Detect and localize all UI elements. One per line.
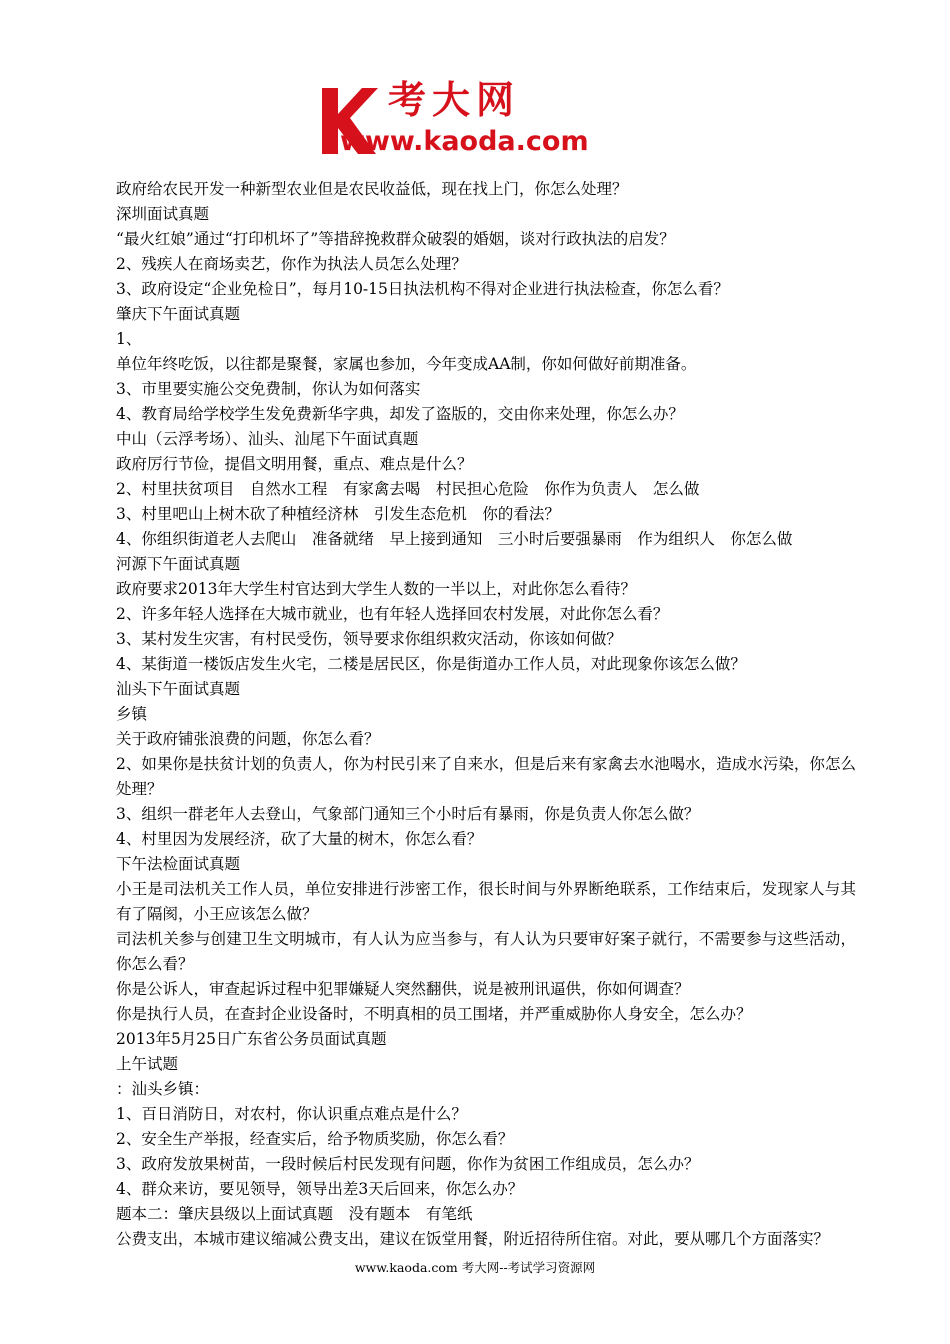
question-line: 3、某村发生灾害，有村民受伤，领导要求你组织救灾活动，你该如何做？ — [116, 630, 622, 648]
question-line: 关于政府铺张浪费的问题，你怎么看？ — [116, 730, 380, 748]
section-subheading: 上午试题 — [116, 1055, 179, 1073]
section-heading: 肇庆下午面试真题 — [116, 305, 241, 323]
question-line: 司法机关参与创建卫生文明城市，有人认为应当参与，有人认为只要审好案子就行，不需要参与这些活动，你怎么看？ — [116, 930, 856, 973]
question-line: 公费支出，本城市建议缩减公费支出，建议在饭堂用餐，附近招待所住宿。对此，要从哪几个方面落实？ — [116, 1230, 830, 1248]
section-heading: 下午法检面试真题 — [116, 855, 241, 873]
question-line: 4、群众来访，要见领导，领导出差3天后回来，你怎么办？ — [116, 1180, 524, 1198]
logo-chinese-text: 考大网 — [388, 78, 521, 122]
question-line: 4、你组织街道老人去爬山 准备就绪 早上接到通知 三小时后要强暴雨 作为组织人 你怎么做 — [116, 530, 793, 548]
question-line: 小王是司法机关工作人员，单位安排进行涉密工作，很长时间与外界断绝联系，工作结束后，发现家人与其有了隔阂，小王应该怎么做？ — [116, 880, 856, 923]
document-body — [116, 177, 856, 1252]
question-line: 1、 — [116, 330, 142, 348]
question-line: 4、村里因为发展经济，砍了大量的树木，你怎么看？ — [116, 830, 483, 848]
question-line: 单位年终吃饭，以往都是聚餐，家属也参加，今年变成AA制，你如何做好前期准备。 — [116, 355, 697, 373]
question-line: 4、教育局给学校学生发免费新华字典，却发了盗版的，交由你来处理，你怎么办？ — [116, 405, 684, 423]
question-line: 2、安全生产举报，经查实后，给予物质奖励，你怎么看？ — [116, 1130, 514, 1148]
question-line: 3、村里吧山上树木砍了种植经济林 引发生态危机 你的看法？ — [116, 505, 560, 523]
question-line: 2、残疾人在商场卖艺，你作为执法人员怎么处理？ — [116, 255, 467, 273]
section-heading: 汕头下午面试真题 — [116, 680, 241, 698]
question-line: 4、某街道一楼饭店发生火宅，二楼是居民区，你是街道办工作人员，对此现象你该怎么做？ — [116, 655, 746, 673]
question-line: 3、组织一群老年人去登山，气象部门通知三个小时后有暴雨，你是负责人你怎么做？ — [116, 805, 700, 823]
question-line: 2、村里扶贫项目 自然水工程 有家禽去喝 村民担心危险 你作为负责人 怎么做 — [116, 480, 700, 498]
section-subheading: ：汕头乡镇： — [116, 1080, 210, 1098]
question-line: 1、百日消防日，对农村，你认识重点难点是什么？ — [116, 1105, 467, 1123]
question-line: 政府厉行节俭，提倡文明用餐，重点、难点是什么？ — [116, 455, 473, 473]
question-line: 3、政府设定“企业免检日”，每月10-15日执法机构不得对企业进行执法检查，你怎么看？ — [116, 280, 729, 298]
question-line: 3、政府发放果树苗，一段时候后村民发现有问题，你作为贫困工作组成员，怎么办？ — [116, 1155, 700, 1173]
section-heading: 中山（云浮考场）、汕头、汕尾下午面试真题 — [116, 430, 419, 448]
section-heading: 深圳面试真题 — [116, 205, 210, 223]
page-footer: www.kaoda.com 考大网--考试学习资源网 — [354, 1260, 596, 1275]
section-heading: 题本二：肇庆县级以上面试真题 没有题本 有笔纸 — [116, 1205, 473, 1223]
section-heading: 河源下午面试真题 — [116, 555, 241, 573]
question-line: “最火红娘”通过“打印机坏了”等措辞挽救群众破裂的婚姻，谈对行政执法的启发？ — [116, 230, 675, 248]
section-subheading: 乡镇 — [116, 705, 148, 723]
kaoda-logo — [318, 78, 640, 162]
question-line: 2、许多年轻人选择在大城市就业，也有年轻人选择回农村发展，对此你怎么看？ — [116, 605, 669, 623]
question-line: 2、如果你是扶贫计划的负责人，你为村民引来了自来水，但是后来有家禽去水池喝水，造成水污染，你怎么处理？ — [116, 755, 856, 798]
question-line: 政府给农民开发一种新型农业但是农民收益低，现在找上门，你怎么处理？ — [116, 180, 628, 198]
logo-url-text: www.kaoda.com — [340, 126, 589, 157]
question-line: 3、市里要实施公交免费制，你认为如何落实 — [116, 380, 421, 398]
question-line: 政府要求2013年大学生村官达到大学生人数的一半以上，对此你怎么看待？ — [116, 580, 636, 598]
question-line: 你是执行人员，在查封企业设备时，不明真相的员工围堵，并严重威胁你人身安全，怎么办？ — [116, 1005, 752, 1023]
section-heading: 2013年5月25日广东省公务员面试真题 — [116, 1030, 387, 1048]
question-line: 你是公诉人，审查起诉过程中犯罪嫌疑人突然翻供，说是被刑讯逼供，你如何调查？ — [116, 980, 690, 998]
